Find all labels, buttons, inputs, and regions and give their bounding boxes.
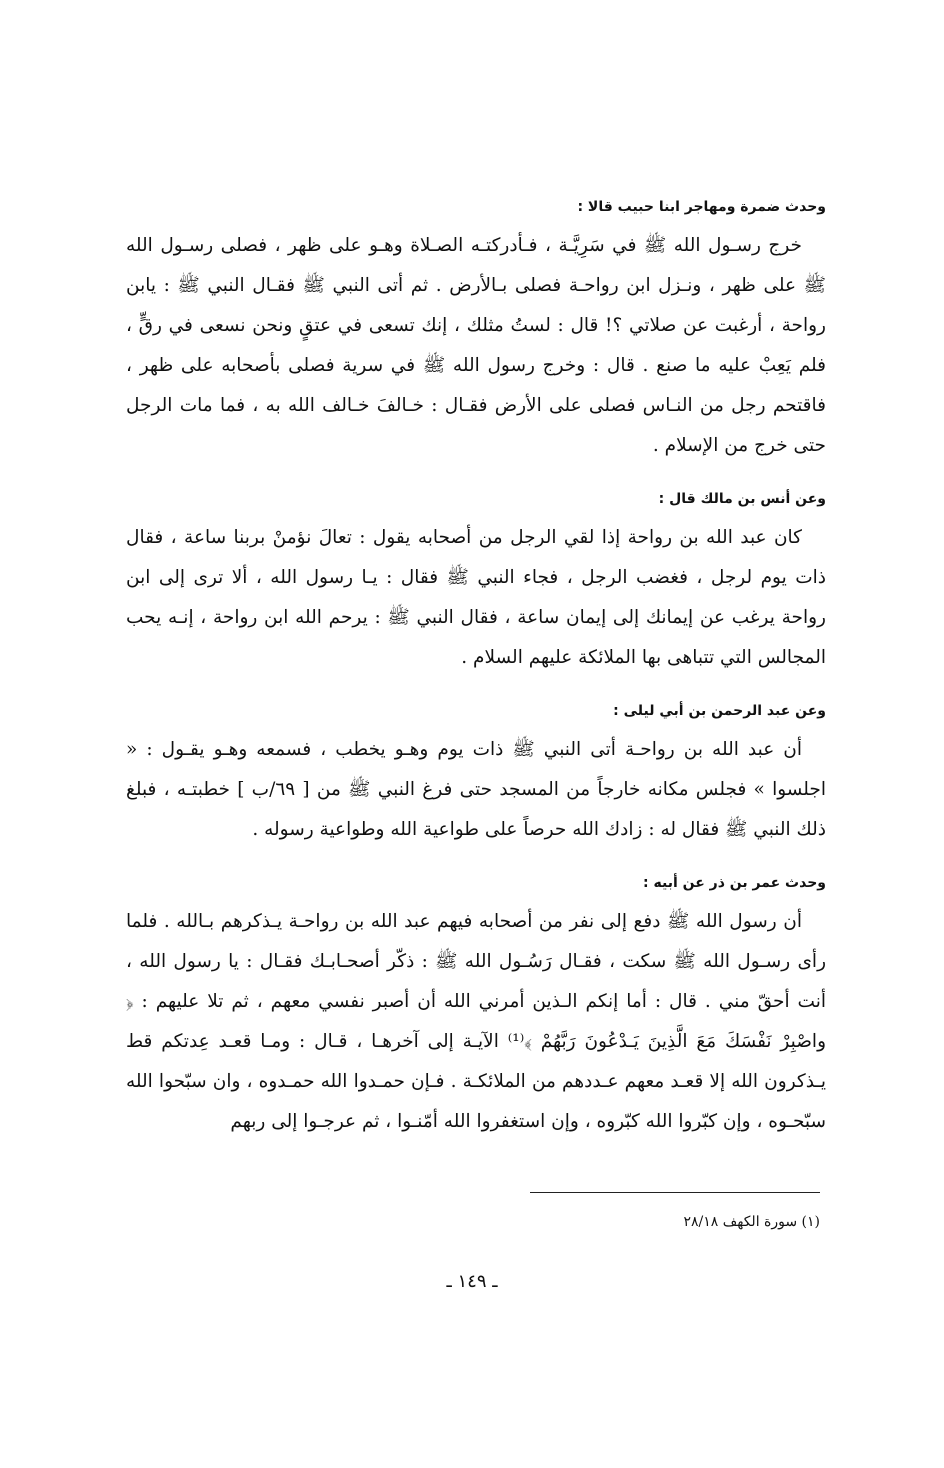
page-body — [126, 196, 826, 1164]
section-paragraph: أن عبد الله بن رواحـة أتى النبي ﷺ ذات يوم وهـو يخطب ، فسمعه وهـو يقـول : « اجلسوا » فجلس مكانه خارجاً من المسجد حتى فرغ النبي ﷺ من [ ٦٩/ب ] خطبتـه ، فبلغ ذلك النبي ﷺ فقال له : زادك الله حرصاً على طواعية الله وطواعية رسوله . — [126, 739, 826, 840]
section-heading: وحدث ضمرة ومهاجر ابنا حبيب قالا : — [577, 199, 826, 215]
section-paragraph: أن رسول الله ﷺ دفع إلى نفر من أصحابه فيهم عبد الله بن رواحـة يـذكرهم بـالله . فلما رأى رسـول الله ﷺ سكت ، فقـال رَسُـول الله ﷺ : ذكّر أصحـابـك فقـال : يا رسول الله ، أنت أحقّ مني . قال : أما إنكم الـذين أمرني الله أن أصبر نفسي معهم ، ثم تلا عليهم : ﴿ واصْبِرْ نَفْسَكَ مَعَ الَّذِينَ يَـدْعُونَ رَبَّهُمْ ﴾⁽¹⁾ الآيـة إلى آخرهـا ، قـال : ومـا قعـد عِدتكم قط يـذكرون الله إلا قعـد معهم عـددهم من الملائكـة . فـإن حمـدوا الله حمـدوه ، وان سبّحوا الله سبّحـوه ، وإن كبّروا الله كبّروه ، وإن استغفروا الله أمّنـوا ، ثم عرجـوا إلى ربهم — [126, 911, 827, 1132]
section-paragraph: كان عبد الله بن رواحة إذا لقي الرجل من أصحابه يقول : تعالَ نؤمنْ بربنا ساعة ، فقال ذات يوم لرجل ، فغضب الرجل ، فجاء النبي ﷺ فقال : يـا رسول الله ، ألا ترى إلى ابن رواحة يرغب عن إيمانك إلى إيمان ساعة ، فقال النبي ﷺ : يرحم الله ابن رواحة ، إنـه يحب المجالس التي تتباهى بها الملائكة عليهم السلام . — [126, 527, 826, 668]
footnote-divider — [530, 1192, 820, 1193]
section-heading: وحدث عمر بن ذر عن أبيه : — [643, 875, 826, 891]
narration-section — [126, 872, 826, 1142]
section-paragraph: خرج رسـول الله ﷺ في سَرِيَّـة ، فـأدركتـه الصـلاة وهـو على ظهر ، فصلى رسـول الله ﷺ على ظهر ، ونـزل ابن رواحـة فصلى بـالأرض . ثم أتى النبي ﷺ فقـال النبي ﷺ : يابن رواحة ، أرغبت عن صلاتي ؟! قال : لستُ مثلك ، إنك تسعى في عتقٍ ونحن نسعى في رقٍّ ، فلم يَعِبْ عليه ما صنع . قال : وخرج رسول الله ﷺ في سرية فصلى بأصحابه على ظهر ، فاقتحم رجل من النـاس فصلى على الأرض فقـال : خـالفَ خـالف الله به ، فما مات الرجل حتى خرج من الإسلام . — [126, 235, 826, 456]
page-number: ـ ١٤٩ ـ — [446, 1271, 498, 1292]
footnote: (١) سورة الكهف ٢٨/١٨ — [683, 1214, 820, 1230]
narration-section — [126, 196, 826, 466]
narration-section — [126, 488, 826, 678]
narration-section — [126, 700, 826, 850]
section-heading: وعن عبد الرحمن بن أبي ليلى : — [613, 703, 826, 719]
section-heading: وعن أنس بن مالك قال : — [658, 491, 826, 507]
